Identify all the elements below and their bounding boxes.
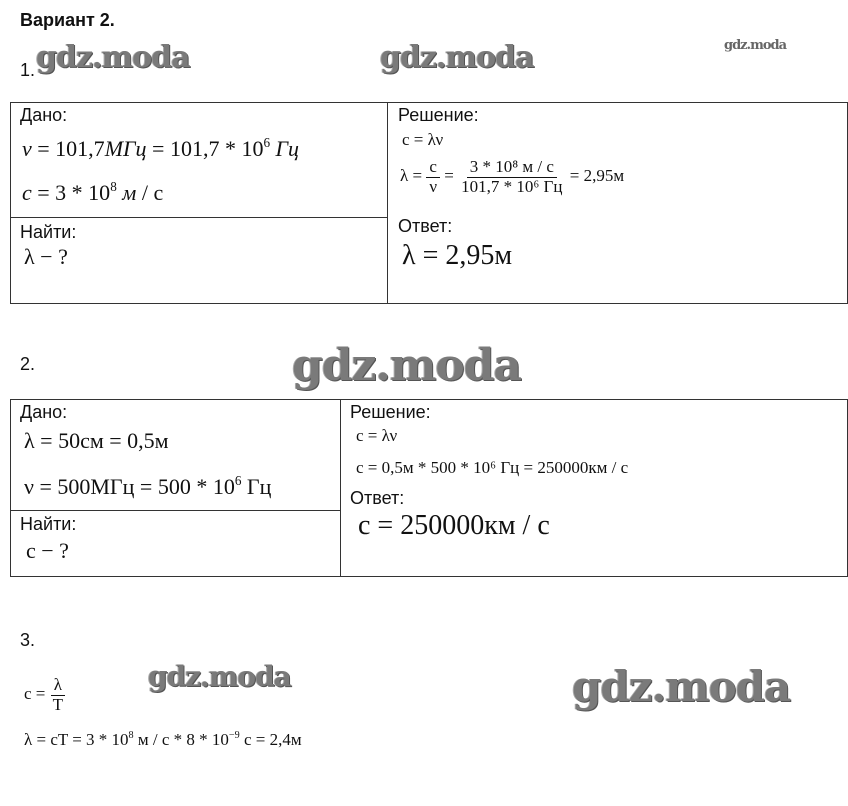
solution-label: Решение:	[398, 105, 479, 125]
find-label: Найти:	[20, 514, 77, 534]
find-value: c − ?	[26, 538, 69, 563]
given-speed: $c = 3 * 10^8$ м / с	[22, 178, 164, 205]
solution-label: Решение:	[350, 402, 431, 422]
page-title: Вариант 2.	[20, 10, 115, 30]
answer-value: c = 250000км / с	[358, 510, 550, 541]
formula: c = λν	[356, 426, 398, 445]
formula: c = $\frac{\lambda}{T}$	[24, 675, 64, 714]
given-wavelength: λ = 50см = 0,5м	[24, 428, 169, 453]
given-label: Дано:	[20, 402, 68, 422]
table-divider	[340, 399, 341, 577]
answer-label: Ответ:	[350, 488, 405, 508]
watermark: gdz.moda	[572, 662, 791, 711]
watermark: gdz.moda	[292, 340, 522, 391]
problem-number: 2.	[20, 354, 36, 374]
watermark: gdz.moda	[148, 660, 291, 693]
table-divider	[10, 510, 340, 511]
problem-number: 1.	[20, 60, 36, 80]
table-divider	[10, 217, 387, 218]
answer-value: λ = 2,95м	[402, 240, 513, 271]
watermark: gdz.moda	[724, 38, 787, 53]
answer-label: Ответ:	[398, 216, 453, 236]
given-label: Дано:	[20, 105, 68, 125]
watermark: gdz.moda	[36, 40, 190, 75]
calculation: λ = $\frac{c}{\nu}$ = $\frac{\text{3 * 10⁸ м / с}}{\text{101,7 * 10⁶ Гц}}$ = 2,95м	[400, 157, 625, 196]
calculation: λ = cT = $3 * 10^8$ м / с * $8 * 10^{-9}$ с = 2,4м	[24, 729, 302, 749]
formula: c = λν	[402, 130, 444, 149]
watermark: gdz.moda	[380, 40, 534, 75]
find-label: Найти:	[20, 222, 77, 242]
problem-number: 3.	[20, 630, 36, 650]
given-frequency: $\nu = 500МГц = 500 * 10^6$ Гц	[24, 472, 272, 499]
table-divider	[387, 102, 388, 304]
given-frequency: $\nu = 101,7МГц = 101,7 * 10^6$ Гц	[22, 134, 300, 161]
find-value: λ − ?	[24, 244, 68, 269]
calculation: c = 0,5м * 500 * 10⁶ Гц = 250000км / с	[356, 458, 629, 477]
